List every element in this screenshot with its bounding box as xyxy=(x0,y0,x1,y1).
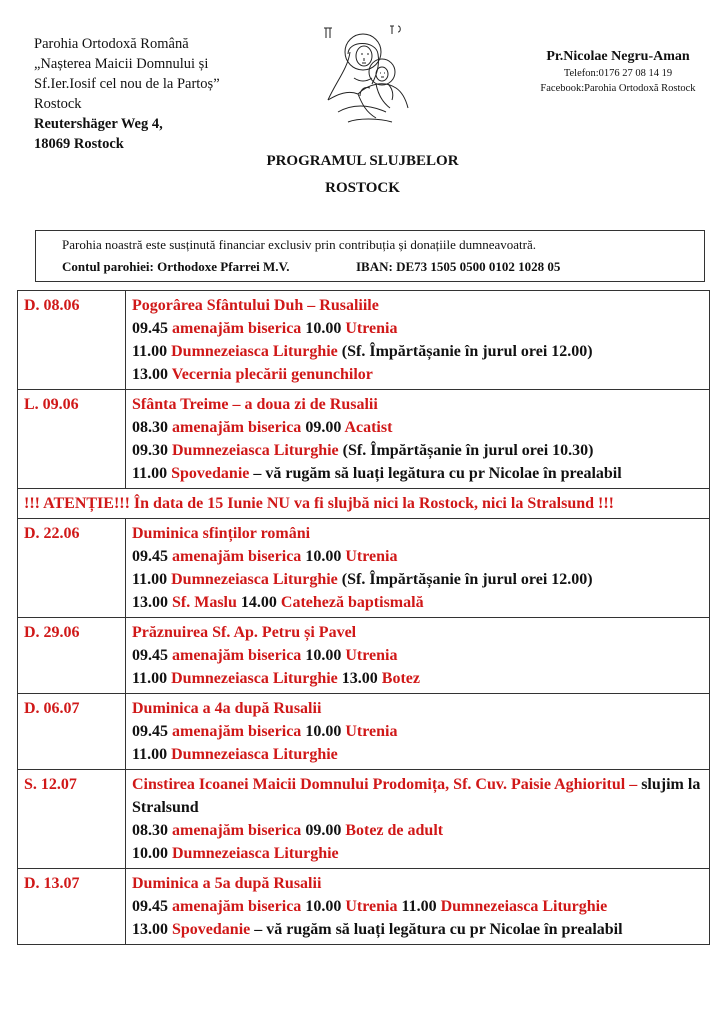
iban-text: IBAN: DE73 1505 0500 0102 1028 05 xyxy=(356,259,561,274)
priest-name: Pr.Nicolae Negru-Aman xyxy=(546,49,690,64)
service-line: 09.45 amenajăm biserica 10.00 Utrenia xyxy=(132,647,398,664)
table-row xyxy=(18,770,710,869)
feast-name: Sfânta Treime – a doua zi de Rusalii xyxy=(132,396,378,413)
service-line: 11.00 Dumnezeiasca Liturghie (Sf. Împărtășanie în jurul orei 12.00) xyxy=(132,343,593,360)
service-date: D. 29.06 xyxy=(18,618,126,694)
service-details xyxy=(126,291,710,390)
parish-name-line: „Nașterea Maicii Domnului și xyxy=(34,56,209,72)
attention-notice: !!! ATENȚIE!!! În data de 15 Iunie NU va fi slujbă nici la Rostock, nici la Stralsund !!! xyxy=(18,489,710,519)
service-date: D. 22.06 xyxy=(18,519,126,618)
table-row xyxy=(18,291,710,390)
table-row xyxy=(18,390,710,489)
service-line: 10.00 Dumnezeiasca Liturghie xyxy=(132,845,339,862)
feast-name: Duminica sfinților români xyxy=(132,525,311,542)
feast-name: Cinstirea Icoanei Maicii Domnului Prodomița, Sf. Cuv. Paisie Aghioritul – slujim la Stralsund xyxy=(132,776,701,816)
financial-support-box xyxy=(35,230,705,282)
service-details xyxy=(126,694,710,770)
service-date: D. 13.07 xyxy=(18,869,126,945)
service-line: 09.45 amenajăm biserica 10.00 Utrenia 11.00 Dumnezeiasca Liturghie xyxy=(132,898,608,915)
service-line: 11.00 Dumnezeiasca Liturghie xyxy=(132,746,338,763)
service-line: 09.45 amenajăm biserica 10.00 Utrenia xyxy=(132,723,398,740)
theotokos-icon xyxy=(318,22,418,127)
page-subtitle: ROSTOCK xyxy=(325,180,400,196)
service-line: 13.00 Sf. Maslu 14.00 Cateheză baptismală xyxy=(132,594,424,611)
service-line: 11.00 Spovedanie – vă rugăm să luați legătura cu pr Nicolae în prealabil xyxy=(132,465,622,482)
support-text: Parohia noastră este susținută financiar exclusiv prin contribuția și donațiile dumneavoatră. xyxy=(62,237,536,252)
table-row xyxy=(18,869,710,945)
priest-phone: Telefon:0176 27 08 14 19 xyxy=(563,68,673,79)
service-line: 09.45 amenajăm biserica 10.00 Utrenia xyxy=(132,548,398,565)
service-line: 08.30 amenajăm biserica 09.00 Acatist xyxy=(132,419,393,436)
service-line: 09.45 amenajăm biserica 10.00 Utrenia xyxy=(132,320,398,337)
service-line: 13.00 Vecernia plecării genunchilor xyxy=(132,366,373,383)
parish-name-line: Parohia Ortodoxă Română xyxy=(34,36,189,52)
table-row xyxy=(18,519,710,618)
account-label: Contul parohiei: Orthodoxe Pfarrei M.V. xyxy=(62,259,290,274)
service-date: L. 09.06 xyxy=(18,390,126,489)
service-line: 08.30 amenajăm biserica 09.00 Botez de adult xyxy=(132,822,444,839)
parish-street: Reutershäger Weg 4, xyxy=(34,116,163,132)
feast-name: Duminica a 5a după Rusalii xyxy=(132,875,322,892)
feast-name: Pogorârea Sfântului Duh – Rusaliile xyxy=(132,297,379,314)
service-details xyxy=(126,618,710,694)
table-row xyxy=(18,618,710,694)
service-details xyxy=(126,519,710,618)
service-details xyxy=(126,869,710,945)
parish-postal: 18069 Rostock xyxy=(34,136,124,152)
schedule-table xyxy=(17,290,710,945)
priest-facebook: Facebook:Parohia Ortodoxă Rostock xyxy=(540,83,696,94)
parish-name-line: Sf.Ier.Iosif cel nou de la Partoș” xyxy=(34,76,220,92)
service-line: 13.00 Spovedanie – vă rugăm să luați legătura cu pr Nicolae în prealabil xyxy=(132,921,623,938)
service-date: D. 08.06 xyxy=(18,291,126,390)
table-row xyxy=(18,489,710,519)
service-date: S. 12.07 xyxy=(18,770,126,869)
feast-name: Duminica a 4a după Rusalii xyxy=(132,700,322,717)
service-line: 11.00 Dumnezeiasca Liturghie 13.00 Botez xyxy=(132,670,420,687)
table-row xyxy=(18,694,710,770)
service-date: D. 06.07 xyxy=(18,694,126,770)
service-line: 11.00 Dumnezeiasca Liturghie (Sf. Împărtășanie în jurul orei 12.00) xyxy=(132,571,593,588)
parish-city: Rostock xyxy=(34,96,82,112)
page-title: PROGRAMUL SLUJBELOR xyxy=(266,153,459,169)
feast-name: Prăznuirea Sf. Ap. Petru și Pavel xyxy=(132,624,357,641)
service-details xyxy=(126,770,710,869)
service-line: 09.30 Dumnezeiasca Liturghie (Sf. Împărtășanie în jurul orei 10.30) xyxy=(132,442,594,459)
service-details xyxy=(126,390,710,489)
parish-info xyxy=(34,34,220,154)
priest-info xyxy=(520,48,716,96)
